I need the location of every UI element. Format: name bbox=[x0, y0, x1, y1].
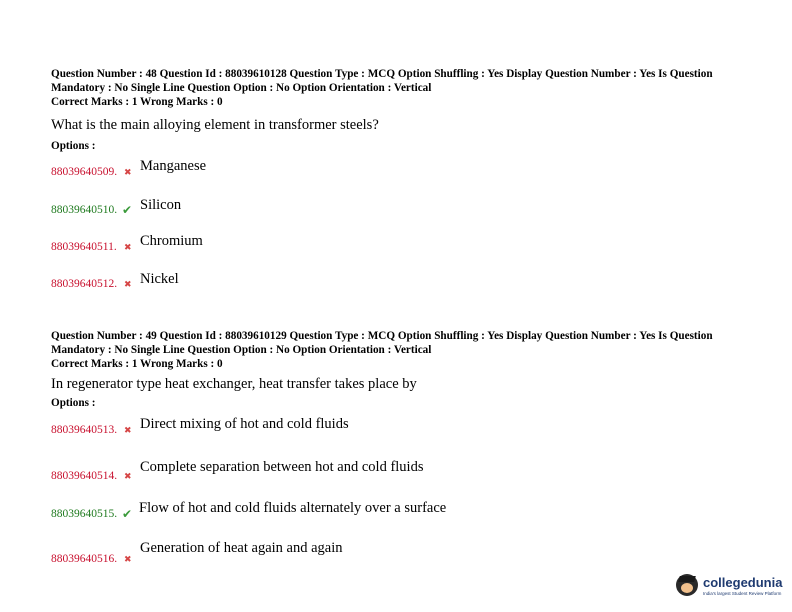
option-text: Direct mixing of hot and cold fluids bbox=[140, 416, 349, 432]
logo-tagline: India's largest Student Review Platform bbox=[703, 591, 782, 596]
question-49-meta: Question Number : 49 Question Id : 88039610129 Question Type : MCQ Option Shuffling : Yes Display Question Number : Yes Is Question Mandatory : No Single Line Question Option : No Option Orientation : Vertical bbox=[51, 330, 713, 356]
option-id: 88039640512. bbox=[51, 278, 118, 290]
graduate-mascot-icon bbox=[676, 574, 698, 596]
cross-icon: ✖ bbox=[124, 426, 132, 436]
question-48-marks: Correct Marks : 1 Wrong Marks : 0 bbox=[51, 96, 223, 108]
cross-icon: ✖ bbox=[124, 280, 132, 290]
option-88039640509 bbox=[51, 158, 651, 178]
check-icon: ✔ bbox=[122, 203, 133, 217]
option-id: 88039640515. bbox=[51, 508, 118, 520]
question-49-marks: Correct Marks : 1 Wrong Marks : 0 bbox=[51, 358, 223, 370]
question-49-options-label: Options : bbox=[51, 397, 96, 409]
option-text: Manganese bbox=[140, 158, 207, 174]
question-49-text: In regenerator type heat exchanger, heat transfer takes place by bbox=[51, 376, 417, 392]
question-48-text: What is the main alloying element in transformer steels? bbox=[51, 117, 379, 133]
cross-icon: ✖ bbox=[124, 168, 132, 178]
option-text: Nickel bbox=[140, 271, 179, 287]
option-id: 88039640514. bbox=[51, 470, 118, 482]
option-text: Chromium bbox=[140, 233, 203, 249]
option-88039640512 bbox=[51, 270, 651, 290]
option-id: 88039640516. bbox=[51, 553, 118, 565]
option-88039640516 bbox=[51, 540, 651, 565]
logo-name: collegedunia bbox=[703, 575, 783, 590]
option-88039640513 bbox=[51, 416, 651, 436]
option-88039640515 bbox=[51, 500, 651, 520]
option-id: 88039640509. bbox=[51, 166, 118, 178]
collegedunia-logo bbox=[676, 572, 788, 602]
option-88039640511 bbox=[51, 233, 651, 253]
question-48-meta: Question Number : 48 Question Id : 88039610128 Question Type : MCQ Option Shuffling : Yes Display Question Number : Yes Is Question Mandatory : No Single Line Question Option : No Option Orientation : Vertical bbox=[51, 68, 713, 94]
option-id: 88039640510. bbox=[51, 204, 118, 216]
option-text: Generation of heat again and again bbox=[140, 540, 343, 556]
option-88039640514 bbox=[51, 459, 651, 482]
option-text: Flow of hot and cold fluids alternately over a surface bbox=[139, 500, 447, 516]
cross-icon: ✖ bbox=[124, 555, 132, 565]
option-id: 88039640513. bbox=[51, 424, 118, 436]
cross-icon: ✖ bbox=[124, 472, 132, 482]
cross-icon: ✖ bbox=[124, 243, 132, 253]
option-id: 88039640511. bbox=[51, 241, 117, 253]
question-48-options-label: Options : bbox=[51, 140, 96, 152]
option-text: Complete separation between hot and cold fluids bbox=[140, 459, 424, 475]
check-icon: ✔ bbox=[122, 507, 133, 521]
option-88039640510 bbox=[51, 196, 651, 216]
option-text: Silicon bbox=[140, 197, 182, 213]
